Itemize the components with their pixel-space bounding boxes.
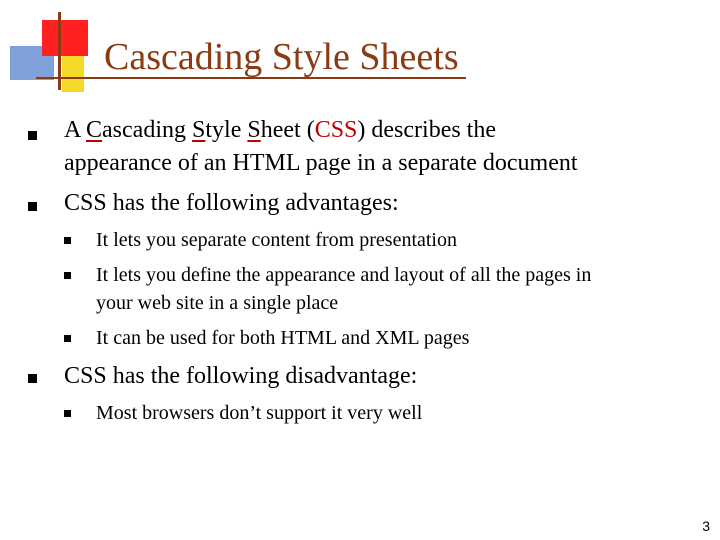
text-part: tyle xyxy=(205,117,248,143)
bullet-text-line-1 xyxy=(64,114,496,146)
text-part-red: CSS xyxy=(314,117,358,143)
square-bullet-icon xyxy=(64,335,71,342)
square-bullet-icon xyxy=(64,410,71,417)
text-part-underlined: C xyxy=(86,117,103,143)
sub-bullet-text-line-1: It lets you define the appearance and layout of all the pages in xyxy=(96,264,592,286)
bullet-text: CSS has the following advantages: xyxy=(64,190,399,216)
text-part: ascading xyxy=(102,117,192,143)
text-part-underlined: S xyxy=(192,117,206,143)
slide-page-number: 3 xyxy=(702,518,710,534)
sub-bullet-text: It can be used for both HTML and XML pages xyxy=(96,327,470,349)
slide-logo xyxy=(0,0,110,110)
logo-red-square xyxy=(42,20,88,56)
logo-yellow-square xyxy=(62,56,84,92)
text-part: heet ( xyxy=(260,117,315,143)
bullet-text-line-2: appearance of an HTML page in a separate document xyxy=(64,150,578,176)
sub-bullet-text-line-2: your web site in a single place xyxy=(96,292,339,314)
text-part: ) describes the xyxy=(357,117,496,143)
text-part-underlined: S xyxy=(247,117,261,143)
slide-title: Cascading Style Sheets xyxy=(104,36,459,78)
sub-bullet-text: Most browsers don’t support it very well xyxy=(96,402,423,424)
square-bullet-icon xyxy=(64,272,71,279)
text-part: A xyxy=(64,117,87,143)
square-bullet-icon xyxy=(28,131,37,140)
square-bullet-icon xyxy=(28,202,37,211)
square-bullet-icon xyxy=(28,374,37,383)
bullet-text: CSS has the following disadvantage: xyxy=(64,363,418,389)
sub-bullet-text: It lets you separate content from presentation xyxy=(96,229,457,251)
square-bullet-icon xyxy=(64,237,71,244)
